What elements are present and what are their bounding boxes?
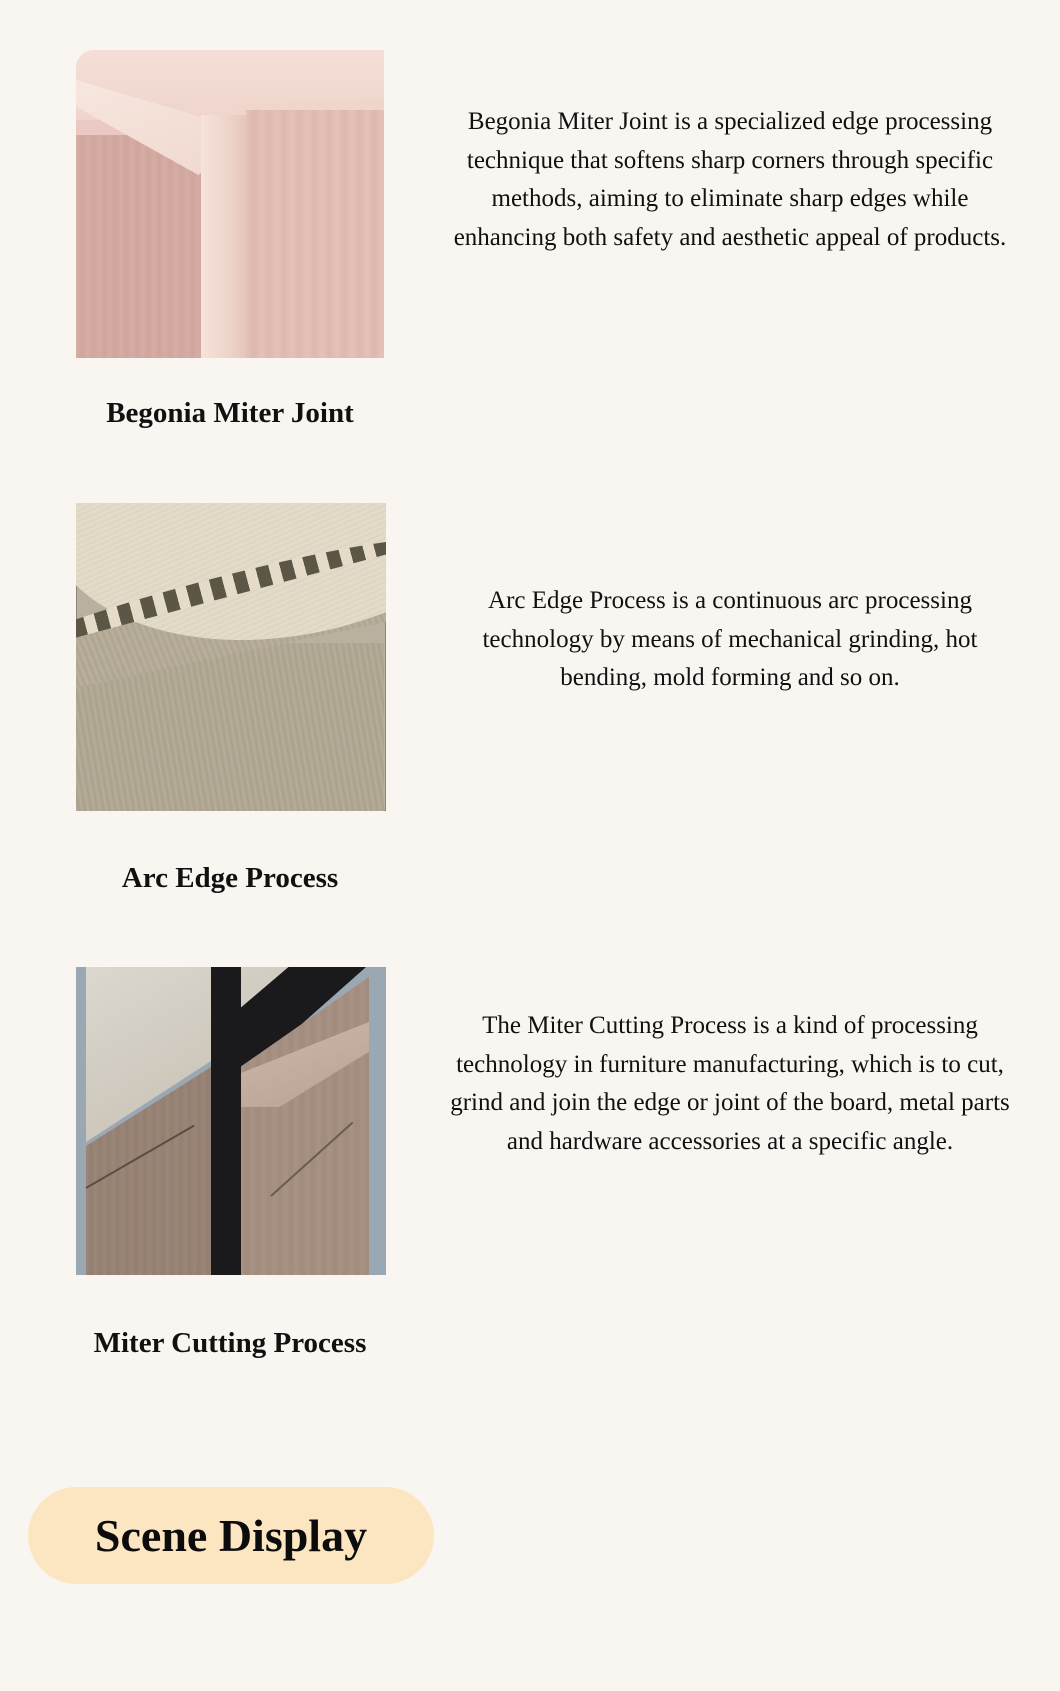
scene-display-button[interactable] (28, 1487, 434, 1584)
feature-description: Arc Edge Process is a continuous arc processing technology by means of mechanical grinding, hot bending, mold forming and so on. (482, 587, 978, 691)
miter-cutting-process-image (76, 967, 386, 1275)
feature-description: The Miter Cutting Process is a kind of processing technology in furniture manufacturing, which is to cut, grind and join the edge or joint of the board, metal parts and hardware accessories at a specific angle. (450, 1012, 1010, 1155)
image-frame-edge (378, 967, 386, 1275)
scene-display-label: Scene Display (94, 1510, 368, 1561)
image-right-face (246, 110, 384, 358)
feature-title: Miter Cutting Process (93, 1327, 367, 1359)
arc-edge-process-image (76, 503, 386, 811)
feature-title: Arc Edge Process (121, 862, 339, 894)
image-corner-post (201, 115, 246, 358)
feature-description: Begonia Miter Joint is a specialized edge processing technique that softens sharp corners through specific methods, aiming to eliminate sharp edges while enhancing both safety and aesthetic appeal of products. (453, 108, 1007, 251)
feature-title: Begonia Miter Joint (106, 397, 354, 429)
begonia-miter-joint-image (76, 50, 384, 358)
image-left-face (76, 135, 201, 358)
